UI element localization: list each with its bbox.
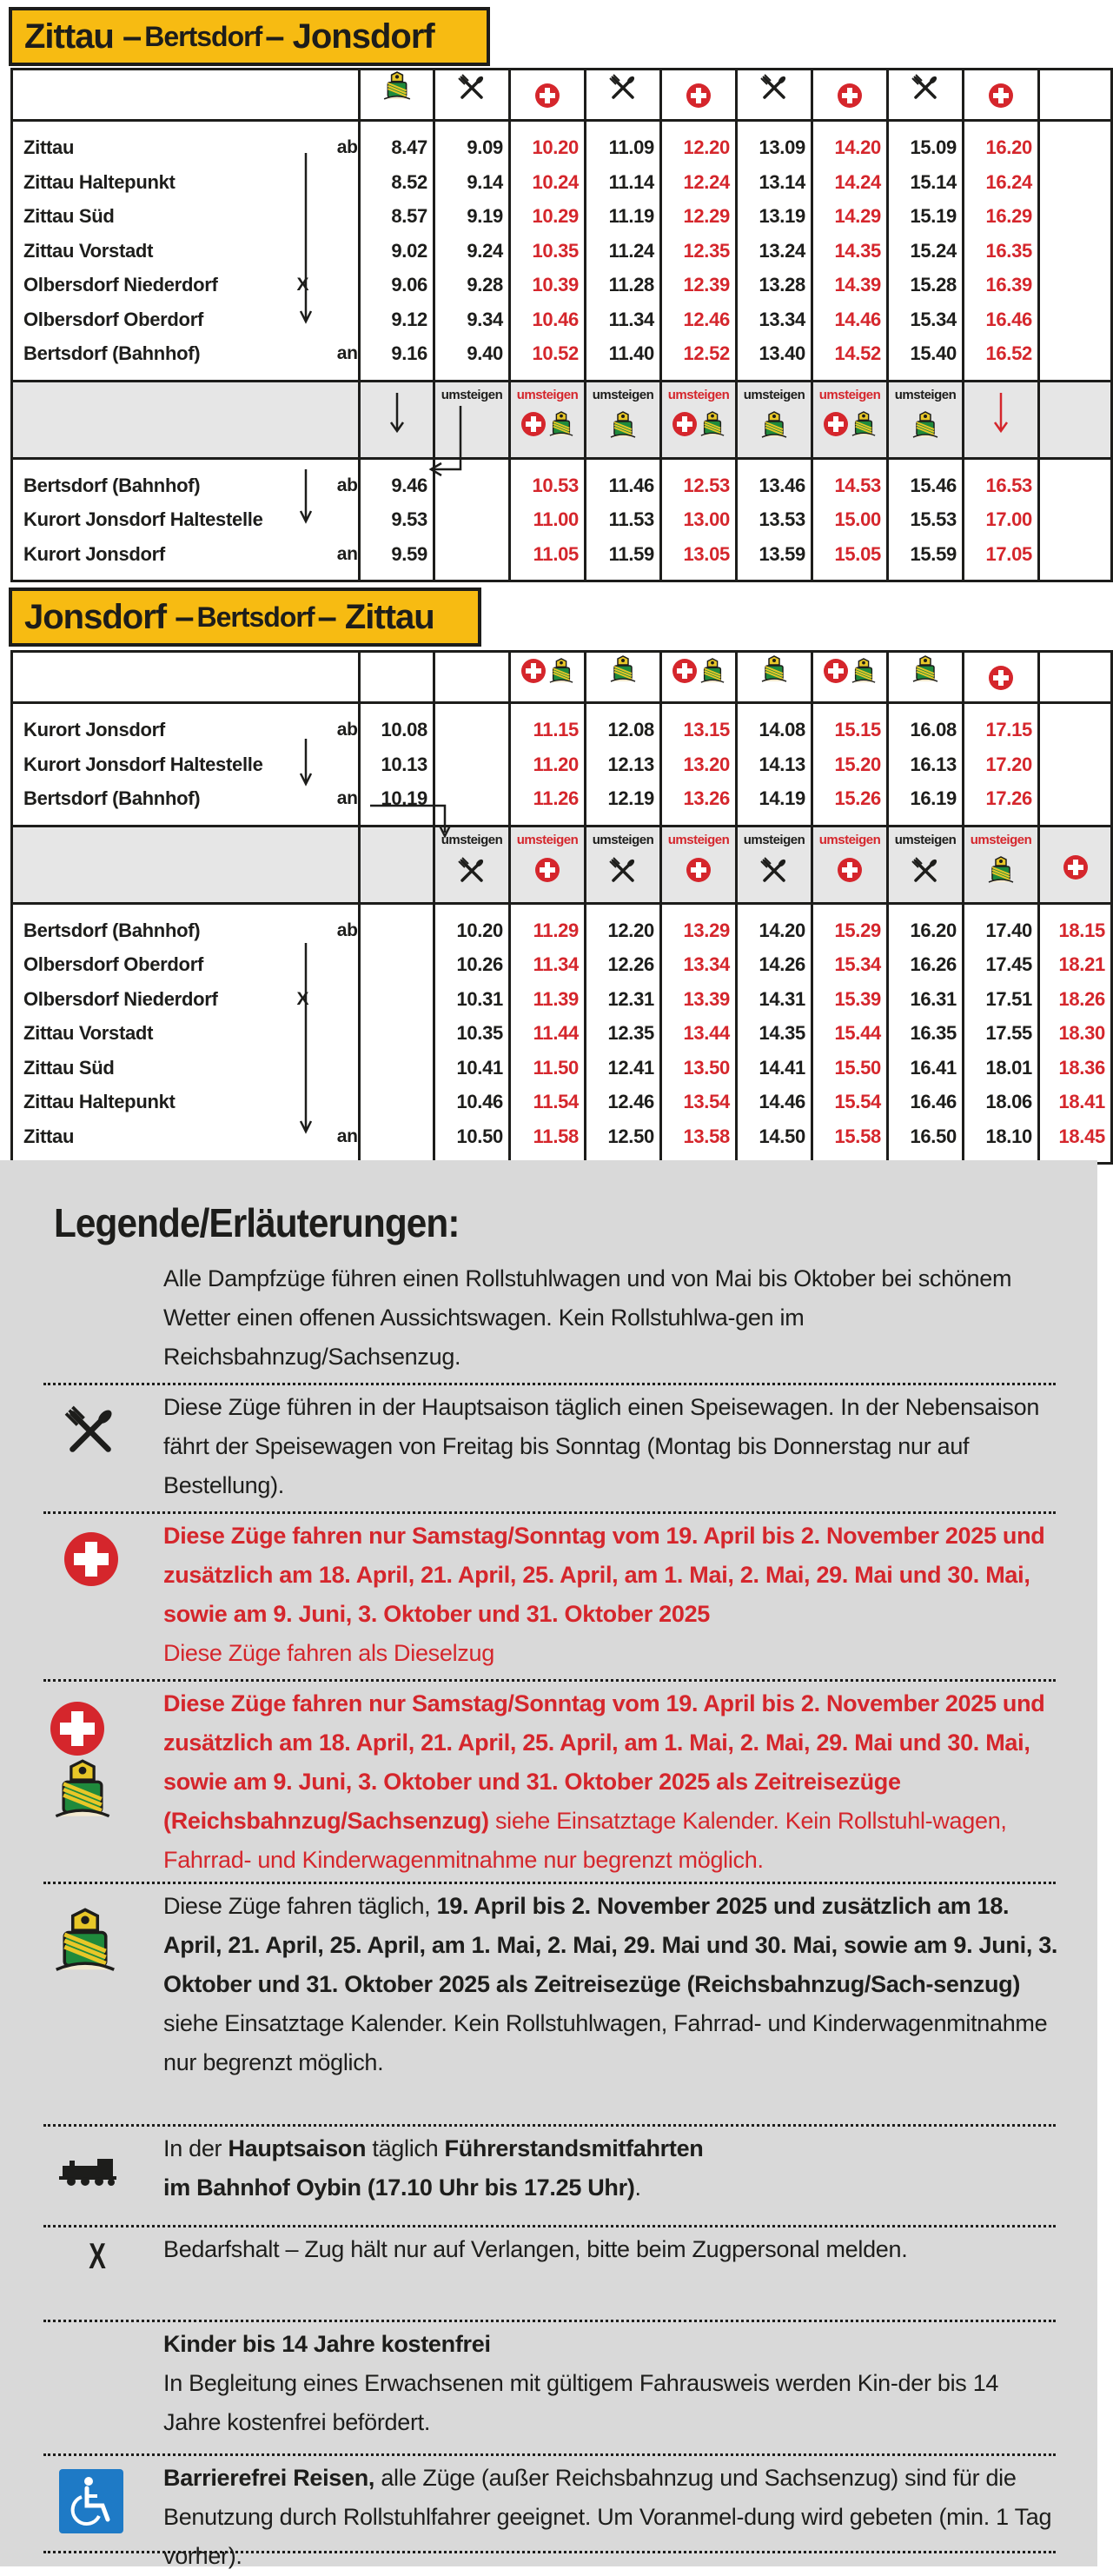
departure-time: 15.59 — [888, 537, 964, 581]
departure-time: 17.26 — [964, 781, 1039, 826]
departure-arrival-marker: ab — [336, 137, 358, 157]
departure-time: 15.19 — [888, 199, 964, 234]
title-part: – Zittau — [317, 597, 434, 636]
departure-time: 18.01 — [964, 1051, 1039, 1086]
departure-time: 12.41 — [586, 1051, 661, 1086]
departure-time: 11.40 — [586, 336, 661, 381]
station-name: Zittau Vorstadt — [23, 1022, 154, 1044]
departure-arrival-marker: an — [336, 788, 358, 808]
title-part: Bertsdorf — [196, 601, 315, 633]
departure-time: 14.24 — [812, 165, 888, 200]
legend-plain: In Begleitung eines Erwachsenen mit gültigem Fahrausweis werden Kin-der bis 14 Jahre kostenfrei befördert. — [163, 2370, 999, 2435]
transfer-label: umsteigen — [667, 832, 730, 847]
departure-time: 10.39 — [510, 268, 586, 302]
route-arrows — [0, 0, 1097, 1160]
departure-time: 11.44 — [510, 1016, 586, 1051]
departure-time: 15.44 — [812, 1016, 888, 1051]
station-name: Bertsdorf (Bahnhof) — [23, 474, 201, 496]
departure-time: 8.47 — [360, 121, 434, 165]
station-name: Olbersdorf Niederdorf — [23, 274, 218, 295]
divider — [43, 2225, 1056, 2227]
departure-time: 10.26 — [434, 947, 510, 982]
departure-time: 9.12 — [360, 302, 434, 337]
departure-time: 14.19 — [737, 781, 812, 826]
departure-time: 16.19 — [888, 781, 964, 826]
departure-time: 10.13 — [360, 747, 434, 782]
departure-time: 9.46 — [360, 458, 434, 502]
departure-time: 15.14 — [888, 165, 964, 200]
departure-time: 18.06 — [964, 1085, 1039, 1119]
departure-time: 9.34 — [434, 302, 510, 337]
departure-time: 11.14 — [586, 165, 661, 200]
departure-time: 11.24 — [586, 234, 661, 269]
legend-text: Bedarfshalt – Zug hält nur auf Verlangen, bitte beim Zugpersonal melden. — [163, 2236, 908, 2262]
departure-time: 13.40 — [737, 336, 812, 381]
legend-bold: Hauptsaison — [228, 2135, 367, 2161]
departure-time: 16.35 — [888, 1016, 964, 1051]
departure-time: 14.35 — [812, 234, 888, 269]
departure-time: 12.39 — [661, 268, 737, 302]
legend-plain: alle Züge (außer Reichsbahnzug und Sachsenzug) sind für die Benutzung durch Rollstuhlfahrer geeignet. Um Voranmel-dung wird gebeten (min. 1 Tag vorher). — [163, 2465, 1052, 2569]
departure-time: 16.52 — [964, 336, 1039, 381]
transfer-label: umsteigen — [592, 387, 654, 402]
departure-time: 12.20 — [661, 121, 737, 165]
departure-time: 9.14 — [434, 165, 510, 200]
departure-time: 10.29 — [510, 199, 586, 234]
departure-time: 11.28 — [586, 268, 661, 302]
station-name: Kurort Jonsdorf Haltestelle — [23, 753, 263, 775]
departure-time: 13.34 — [737, 302, 812, 337]
departure-time: 18.30 — [1039, 1016, 1112, 1051]
departure-time: 13.53 — [737, 502, 812, 537]
departure-time: 11.05 — [510, 537, 586, 581]
departure-time: 17.55 — [964, 1016, 1039, 1051]
departure-time: 14.52 — [812, 336, 888, 381]
legend-bold: Kinder bis 14 Jahre kostenfrei — [163, 2331, 491, 2357]
departure-time: 16.53 — [964, 458, 1039, 502]
station-name: Kurort Jonsdorf — [23, 719, 165, 740]
departure-time: 11.00 — [510, 502, 586, 537]
departure-arrival-marker: an — [336, 543, 358, 564]
departure-time: 17.20 — [964, 747, 1039, 782]
legend-text: Diese Züge führen in der Hauptsaison täglich einen Speisewagen. In der Nebensaison fährt der Speisewagen von Freitag bis Sonntag (Montag bis Donnerstag nur auf Bestellung). — [163, 1394, 1040, 1498]
departure-time: 9.40 — [434, 336, 510, 381]
departure-time: 12.46 — [661, 302, 737, 337]
departure-time: 17.15 — [964, 703, 1039, 747]
departure-time: 15.40 — [888, 336, 964, 381]
departure-time: 15.24 — [888, 234, 964, 269]
departure-time: 17.51 — [964, 982, 1039, 1017]
departure-time: 14.20 — [737, 903, 812, 947]
divider — [43, 2551, 1056, 2553]
departure-time: 15.15 — [812, 703, 888, 747]
departure-time: 18.15 — [1039, 903, 1112, 947]
transfer-label: umsteigen — [743, 387, 805, 402]
departure-time: 11.46 — [586, 458, 661, 502]
departure-time: 15.20 — [812, 747, 888, 782]
legend-bold: Führerstandsmitfahrten — [444, 2135, 704, 2161]
departure-time: 18.10 — [964, 1119, 1039, 1164]
departure-time: 12.19 — [586, 781, 661, 826]
departure-time: 16.46 — [964, 302, 1039, 337]
departure-time: 11.34 — [510, 947, 586, 982]
departure-time: 10.52 — [510, 336, 586, 381]
departure-time: 10.08 — [360, 703, 434, 747]
legend-text — [163, 2129, 1058, 2208]
transfer-label: umsteigen — [441, 387, 503, 402]
departure-time: 9.09 — [434, 121, 510, 165]
departure-time: 11.15 — [510, 703, 586, 747]
departure-time: 12.53 — [661, 458, 737, 502]
departure-time: 10.35 — [434, 1016, 510, 1051]
departure-time: 15.46 — [888, 458, 964, 502]
legend-bold: Barrierefrei Reisen, — [163, 2465, 375, 2491]
departure-time: 14.46 — [737, 1085, 812, 1119]
legend-text — [163, 1684, 1058, 1880]
departure-time: 16.08 — [888, 703, 964, 747]
title-part: – Jonsdorf — [265, 17, 434, 56]
departure-time: 13.19 — [737, 199, 812, 234]
departure-time: 16.41 — [888, 1051, 964, 1086]
departure-time: 12.35 — [661, 234, 737, 269]
departure-time: 14.46 — [812, 302, 888, 337]
legend-title: Legende/Erläuterungen: — [54, 1200, 460, 1245]
transfer-label: umsteigen — [592, 832, 654, 847]
departure-time: 14.41 — [737, 1051, 812, 1086]
legend-text — [163, 2325, 1058, 2442]
departure-time: 13.05 — [661, 537, 737, 581]
departure-time: 16.20 — [888, 903, 964, 947]
departure-arrival-marker: an — [336, 1125, 358, 1146]
title-part: Bertsdorf — [144, 20, 262, 52]
departure-time: 8.57 — [360, 199, 434, 234]
departure-time: 13.54 — [661, 1085, 737, 1119]
station-name: Zittau Vorstadt — [23, 239, 154, 262]
transfer-label: umsteigen — [743, 832, 805, 847]
departure-time: 18.45 — [1039, 1119, 1112, 1164]
legend-bold: 19. April bis 2. November 2025 und zusätzlich am 18. April, 21. April, 25. April, am 1. Mai, 2. Mai, 29. Mai und 30. Mai, sowie am 9. Juni, 3. Oktober und 31. Oktober 2025 als Zeitreisezüge (Reichsbahnzug/Sach-senzug) — [163, 1893, 1058, 1997]
wheelchair-icon — [59, 2469, 123, 2533]
departure-time: 15.34 — [888, 302, 964, 337]
departure-arrival-marker: ab — [336, 920, 358, 940]
legend-bold: im Bahnhof Oybin (17.10 Uhr bis 17.25 Uhr) — [163, 2174, 635, 2201]
departure-time: 16.39 — [964, 268, 1039, 302]
departure-time: 15.39 — [812, 982, 888, 1017]
departure-time: 11.39 — [510, 982, 586, 1017]
departure-time: 12.29 — [661, 199, 737, 234]
departure-arrival-marker: ab — [336, 720, 358, 740]
legend-text — [163, 1887, 1058, 2082]
departure-time: 14.13 — [737, 747, 812, 782]
departure-time: 10.50 — [434, 1119, 510, 1164]
departure-time: 15.58 — [812, 1119, 888, 1164]
departure-time: 16.35 — [964, 234, 1039, 269]
diesel-cross-icon — [64, 1532, 118, 1586]
station-name: Olbersdorf Oberdorf — [23, 308, 203, 330]
departure-time: 12.24 — [661, 165, 737, 200]
divider — [43, 1679, 1056, 1682]
departure-time: 16.13 — [888, 747, 964, 782]
departure-time: 13.29 — [661, 903, 737, 947]
departure-time: 13.39 — [661, 982, 737, 1017]
title-part: Jonsdorf – — [24, 597, 194, 636]
legend-plain: Diese Züge fahren täglich, — [163, 1893, 437, 1919]
departure-time: 11.26 — [510, 781, 586, 826]
departure-time: 12.50 — [586, 1119, 661, 1164]
departure-time: 13.59 — [737, 537, 812, 581]
departure-time: 13.00 — [661, 502, 737, 537]
departure-time: 12.26 — [586, 947, 661, 982]
departure-time: 14.35 — [737, 1016, 812, 1051]
departure-time: 10.53 — [510, 458, 586, 502]
legend-plain: In der — [163, 2135, 229, 2161]
departure-time: 10.35 — [510, 234, 586, 269]
departure-time: 15.28 — [888, 268, 964, 302]
departure-time: 16.20 — [964, 121, 1039, 165]
departure-time: 9.02 — [360, 234, 434, 269]
departure-time: 15.26 — [812, 781, 888, 826]
divider — [43, 1511, 1056, 1514]
legend-text: Alle Dampfzüge führen einen Rollstuhlwagen und von Mai bis Oktober bei schönem Wetter einen offenen Aussichtswagen. Kein Rollstuhlwa-gen im Reichsbahnzug/Sachsenzug. — [163, 1265, 1012, 1370]
departure-time: 10.24 — [510, 165, 586, 200]
departure-time: 14.26 — [737, 947, 812, 982]
departure-time: 12.13 — [586, 747, 661, 782]
departure-time: 10.19 — [360, 781, 434, 826]
departure-time: 13.58 — [661, 1119, 737, 1164]
departure-time: 17.00 — [964, 502, 1039, 537]
request-stop-marker: X — [296, 988, 309, 1009]
departure-time: 13.15 — [661, 703, 737, 747]
departure-time: 13.44 — [661, 1016, 737, 1051]
departure-time: 9.28 — [434, 268, 510, 302]
departure-arrival-marker: an — [336, 343, 358, 363]
departure-time: 15.54 — [812, 1085, 888, 1119]
departure-time: 11.09 — [586, 121, 661, 165]
departure-time: 13.50 — [661, 1051, 737, 1086]
legend-text — [163, 1517, 1058, 1673]
station-name: Zittau Haltepunkt — [23, 1091, 176, 1112]
departure-time: 16.26 — [888, 947, 964, 982]
departure-time: 13.09 — [737, 121, 812, 165]
station-name: Zittau Haltepunkt — [23, 170, 176, 193]
departure-time: 17.40 — [964, 903, 1039, 947]
legend-bold: Diese Züge fahren nur Samstag/Sonntag vom 19. April bis 2. November 2025 und zusätzlich am 18. April, 21. April, 25. April, am 1. Mai, 2. Mai, 29. Mai und 30. Mai, sowie am 9. Juni, 3. Oktober und 31. Oktober 2025 als Zeitreisezüge (Reichsbahnzug/Sachsenzug) — [163, 1690, 1045, 1834]
divider — [43, 2124, 1056, 2127]
departure-time: 13.24 — [737, 234, 812, 269]
transfer-label: umsteigen — [894, 387, 957, 402]
departure-time: 12.08 — [586, 703, 661, 747]
legend-note: Diese Züge fahren als Dieselzug — [163, 1640, 494, 1666]
departure-time: 12.52 — [661, 336, 737, 381]
departure-time: 12.35 — [586, 1016, 661, 1051]
departure-time: 9.53 — [360, 502, 434, 537]
departure-time: 14.53 — [812, 458, 888, 502]
departure-time: 11.54 — [510, 1085, 586, 1119]
station-name: Bertsdorf (Bahnhof) — [23, 919, 201, 941]
transfer-label: umsteigen — [818, 387, 881, 402]
departure-time: 11.59 — [586, 537, 661, 581]
dining-car-icon — [66, 1407, 115, 1456]
departure-time: 13.14 — [737, 165, 812, 200]
station-name: Bertsdorf (Bahnhof) — [23, 787, 201, 809]
departure-time: 15.05 — [812, 537, 888, 581]
station-name: Kurort Jonsdorf — [23, 542, 165, 565]
station-name: Zittau — [23, 136, 75, 158]
departure-time: 16.46 — [888, 1085, 964, 1119]
departure-time: 12.20 — [586, 903, 661, 947]
departure-arrival-marker: ab — [336, 475, 358, 495]
legend-panel — [0, 1160, 1097, 2569]
divider — [43, 2453, 1056, 2456]
divider — [43, 1383, 1056, 1385]
legend-note: siehe Einsatztage Kalender. Kein Rollstuhl-wagen, Fahrrad- und Kinderwagenmitnahme nur begrenzt möglich. — [163, 1808, 1007, 1873]
legend-plain: täglich — [366, 2135, 445, 2161]
station-name: Bertsdorf (Bahnhof) — [23, 342, 201, 364]
transfer-label: umsteigen — [441, 832, 503, 847]
departure-time: 11.19 — [586, 199, 661, 234]
crest-icon — [52, 1759, 113, 1820]
locomotive-icon — [59, 2155, 125, 2187]
departure-time: 16.24 — [964, 165, 1039, 200]
station-name: Zittau Süd — [23, 205, 115, 227]
departure-time: 16.29 — [964, 199, 1039, 234]
departure-time: 10.31 — [434, 982, 510, 1017]
request-stop-x-icon: X — [89, 2235, 106, 2276]
departure-time: 8.52 — [360, 165, 434, 200]
departure-time: 9.24 — [434, 234, 510, 269]
departure-time: 9.19 — [434, 199, 510, 234]
crest-icon — [52, 1908, 118, 1974]
departure-time: 14.39 — [812, 268, 888, 302]
departure-time: 10.20 — [510, 121, 586, 165]
departure-time: 10.41 — [434, 1051, 510, 1086]
legend-plain: . — [634, 2174, 641, 2201]
departure-time: 10.46 — [510, 302, 586, 337]
departure-time: 11.53 — [586, 502, 661, 537]
departure-time: 18.41 — [1039, 1085, 1112, 1119]
departure-time: 11.50 — [510, 1051, 586, 1086]
departure-time: 14.20 — [812, 121, 888, 165]
departure-time: 15.09 — [888, 121, 964, 165]
departure-time: 13.26 — [661, 781, 737, 826]
departure-time: 13.34 — [661, 947, 737, 982]
title-part: Zittau – — [24, 17, 142, 56]
request-stop-marker: X — [296, 275, 309, 295]
departure-time: 10.46 — [434, 1085, 510, 1119]
departure-time: 15.29 — [812, 903, 888, 947]
departure-time: 15.34 — [812, 947, 888, 982]
station-name: Olbersdorf Oberdorf — [23, 953, 203, 975]
station-name: Olbersdorf Niederdorf — [23, 987, 218, 1010]
departure-time: 11.20 — [510, 747, 586, 782]
divider — [43, 2320, 1056, 2322]
departure-time: 15.53 — [888, 502, 964, 537]
transfer-label: umsteigen — [970, 832, 1032, 847]
departure-time: 9.06 — [360, 268, 434, 302]
legend-bold: Diese Züge fahren nur Samstag/Sonntag vom 19. April bis 2. November 2025 und zusätzlich am 18. April, 21. April, 25. April, am 1. Mai, 2. Mai, 29. Mai und 30. Mai, sowie am 9. Juni, 3. Oktober und 31. Oktober 2025 — [163, 1523, 1045, 1627]
departure-time: 11.29 — [510, 903, 586, 947]
departure-time: 17.45 — [964, 947, 1039, 982]
departure-time: 11.34 — [586, 302, 661, 337]
departure-time: 15.50 — [812, 1051, 888, 1086]
legend-plain: siehe Einsatztage Kalender. Kein Rollstuhlwagen, Fahrrad- und Kinderwagenmitnahme nur begrenzt möglich. — [163, 2010, 1048, 2075]
transfer-label: umsteigen — [818, 832, 881, 847]
station-name: Zittau — [23, 1125, 75, 1147]
departure-time: 16.50 — [888, 1119, 964, 1164]
station-name: Kurort Jonsdorf Haltestelle — [23, 508, 263, 530]
transfer-label: umsteigen — [894, 832, 957, 847]
departure-time: 18.21 — [1039, 947, 1112, 982]
transfer-label: umsteigen — [667, 387, 730, 402]
departure-time: 13.46 — [737, 458, 812, 502]
departure-time: 9.16 — [360, 336, 434, 381]
departure-time: 13.20 — [661, 747, 737, 782]
transfer-label: umsteigen — [516, 832, 579, 847]
legend-text — [163, 2459, 1058, 2576]
departure-time: 13.28 — [737, 268, 812, 302]
divider — [43, 1882, 1056, 1884]
departure-time: 9.59 — [360, 537, 434, 581]
departure-time: 18.36 — [1039, 1051, 1112, 1086]
departure-time: 11.58 — [510, 1119, 586, 1164]
departure-time: 14.50 — [737, 1119, 812, 1164]
departure-time: 14.29 — [812, 199, 888, 234]
departure-time: 17.05 — [964, 537, 1039, 581]
departure-time: 14.08 — [737, 703, 812, 747]
departure-time: 10.20 — [434, 903, 510, 947]
departure-time: 18.26 — [1039, 982, 1112, 1017]
departure-time: 15.00 — [812, 502, 888, 537]
departure-time: 12.31 — [586, 982, 661, 1017]
transfer-label: umsteigen — [516, 387, 579, 402]
departure-time: 12.46 — [586, 1085, 661, 1119]
departure-time: 14.31 — [737, 982, 812, 1017]
station-name: Zittau Süd — [23, 1056, 115, 1079]
diesel-cross-icon — [50, 1702, 104, 1756]
departure-time: 16.31 — [888, 982, 964, 1017]
